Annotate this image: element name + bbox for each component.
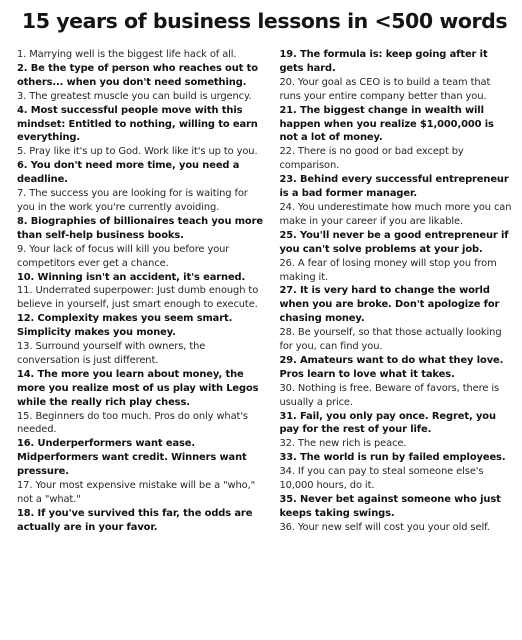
lesson-columns (17, 48, 512, 535)
lesson-item: 4. Most successful people move with this mindset: Entitled to nothing, willing to earn everything. (17, 104, 258, 144)
lesson-item: 28. Be yourself, so that those actually looking for you, can find you. (279, 327, 502, 353)
lesson-item: 11. Underrated superpower: Just dumb enough to believe in yourself, just smart enough to execute. (17, 285, 259, 311)
lesson-item: 13. Surround yourself with owners, the conversation is just different. (17, 341, 206, 366)
lesson-item: 3. The greatest muscle you can build is urgency. (17, 90, 252, 102)
lesson-item: 35. Never bet against someone who just keeps taking swings. (279, 494, 501, 519)
lesson-item: 20. Your goal as CEO is to build a team that runs your entire company better than you. (279, 76, 491, 102)
lesson-item: 12. Complexity makes you seem smart. Simplicity makes you money. (17, 313, 233, 339)
lesson-item: 19. The formula is: keep going after it gets hard. (279, 49, 488, 74)
lesson-item: 5. Pray like it's up to God. Work like it's up to you. (17, 146, 258, 158)
lesson-item: 22. There is no good or bad except by comparison. (279, 146, 464, 172)
lesson-item: 31. Fail, you only pay once. Regret, you pay for the rest of your life. (279, 410, 496, 436)
lesson-item: 1. Marrying well is the biggest life hack of all. (17, 49, 237, 60)
lesson-item: 32. The new rich is peace. (279, 438, 407, 450)
page-title: 15 years of business lessons in <500 words (21, 9, 508, 33)
lesson-item: 14. The more you learn about money, the more you realize most of us play with Legos while the really rich play chess. (17, 368, 259, 408)
lesson-item: 34. If you can pay to steal someone else's 10,000 hours, do it. (279, 466, 484, 492)
lesson-item: 2. Be the type of person who reaches out to others... when you don't need something. (17, 62, 258, 88)
lesson-item: 8. Biographies of billionaires teach you more than self-help business books. (17, 215, 263, 241)
lesson-item: 21. The biggest change in wealth will happen when you realize $1,000,000 is not a lot of money. (279, 104, 494, 144)
right-column (279, 48, 512, 535)
lesson-item: 18. If you've survived this far, the odds are actually are in your favor. (17, 507, 253, 533)
lesson-item: 17. Your most expensive mistake will be a "who," not a "what." (17, 480, 256, 505)
left-column (17, 48, 279, 535)
lesson-item: 23. Behind every successful entrepreneur is a bad former manager. (279, 174, 509, 200)
lesson-item: 15. Beginners do too much. Pros do only what's needed. (17, 410, 248, 436)
lesson-item: 26. A fear of losing money will stop you from making it. (279, 257, 497, 283)
lesson-item: 27. It is very hard to change the world when you are broke. Don't apologize for chasing money. (279, 285, 500, 325)
lesson-item: 33. The world is run by failed employees. (279, 452, 506, 464)
lesson-item: 24. You underestimate how much more you can make in your career if you are likable. (279, 201, 512, 227)
lesson-item: 7. The success you are looking for is waiting for you in the work you're currently avoiding. (17, 188, 248, 213)
lesson-item: 9. Your lack of focus will kill you before your competitors ever get a chance. (17, 243, 230, 269)
lesson-item: 36. Your new self will cost you your old self. (279, 521, 490, 533)
lesson-item: 16. Underperformers want ease. Midperformers want credit. Winners want pressure. (17, 438, 247, 478)
lesson-item: 29. Amateurs want to do what they love. Pros learn to love what it takes. (279, 354, 504, 380)
lesson-item: 25. You'll never be a good entrepreneur if you can't solve problems at your job. (279, 229, 509, 255)
lesson-item: 6. You don't need more time, you need a deadline. (17, 160, 240, 186)
lesson-item: 30. Nothing is free. Beware of favors, there is usually a price. (279, 382, 500, 408)
lesson-item: 10. Winning isn't an accident, it's earned. (17, 271, 246, 283)
